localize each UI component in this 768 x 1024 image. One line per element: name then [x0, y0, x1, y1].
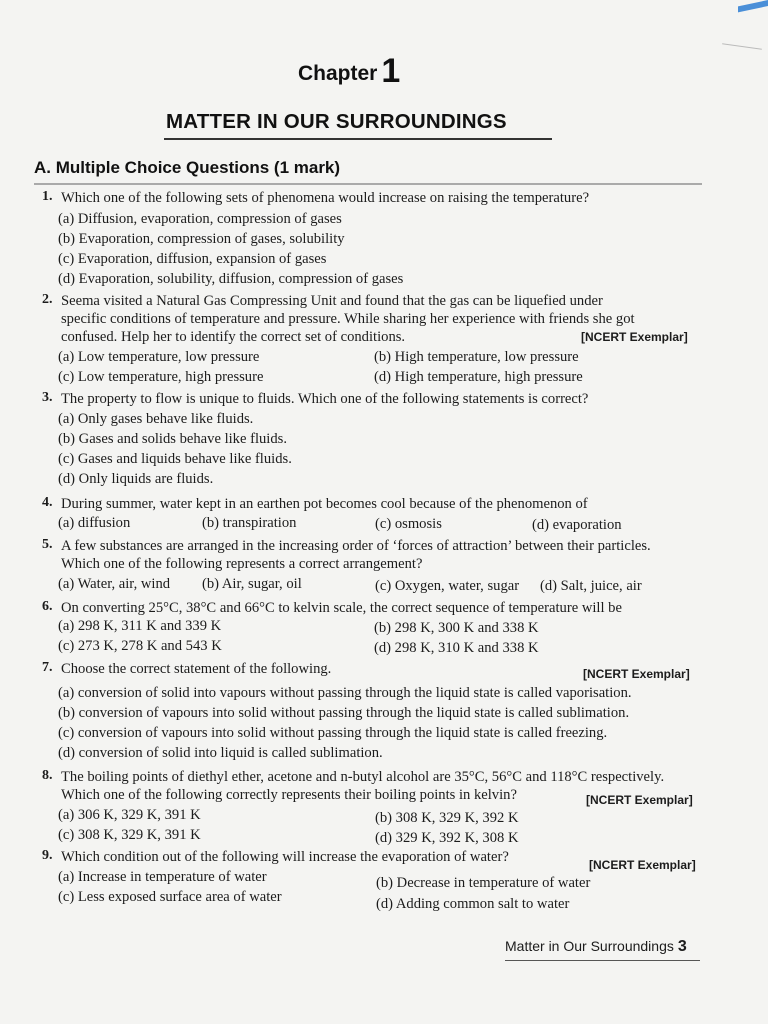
option: (b) conversion of vapours into solid without passing through the liquid state is called sublimation.: [58, 705, 630, 721]
question-text-line: Which one of the following correctly represents their boiling points in kelvin?: [61, 787, 517, 803]
option: (d) Evaporation, solubility, diffusion, compression of gases: [58, 271, 404, 287]
option: (b) Decrease in temperature of water: [376, 875, 591, 891]
ncert-exemplar-tag: [NCERT Exemplar]: [581, 330, 688, 344]
question-text: Which condition out of the following will increase the evaporation of water?: [61, 849, 509, 865]
option: (c) Low temperature, high pressure: [58, 369, 264, 385]
ncert-exemplar-tag: [NCERT Exemplar]: [583, 667, 690, 681]
option: (b) Evaporation, compression of gases, solubility: [58, 231, 345, 247]
page-footer: [505, 938, 687, 956]
corner-mark: [738, 0, 768, 12]
question-text-line: Which one of the following represents a correct arrangement?: [61, 556, 423, 572]
question-text-line: specific conditions of temperature and pressure. While sharing her experience with friends she got: [61, 311, 635, 327]
question-text-line: The boiling points of diethyl ether, acetone and n-butyl alcohol are 35°C, 56°C and 118°C respectively.: [61, 769, 665, 785]
option: (b) High temperature, low pressure: [374, 349, 579, 365]
option: (a) Only gases behave like fluids.: [58, 411, 254, 427]
option: (a) Low temperature, low pressure: [58, 349, 260, 365]
question-text: During summer, water kept in an earthen pot becomes cool because of the phenomenon of: [61, 496, 588, 512]
footer-underline: [505, 960, 700, 961]
question-text-line: confused. Help her to identify the correct set of conditions.: [61, 329, 406, 345]
option: (d) conversion of solid into liquid is called sublimation.: [58, 745, 383, 761]
question-number: 2.: [42, 292, 53, 307]
option: (c) Gases and liquids behave like fluids.: [58, 451, 292, 467]
chapter-heading: [298, 52, 400, 91]
option: (a) 298 K, 311 K and 339 K: [58, 618, 222, 634]
option: (c) osmosis: [375, 516, 442, 532]
question-number: 6.: [42, 599, 53, 614]
question-text: Choose the correct statement of the following.: [61, 661, 332, 677]
question-text-line: A few substances are arranged in the increasing order of ‘forces of attraction’ between their particles.: [61, 538, 651, 554]
question-number: 7.: [42, 660, 53, 675]
chapter-label: Chapter: [298, 62, 378, 85]
chapter-number: 1: [381, 52, 401, 90]
question-number: 8.: [42, 768, 53, 783]
question-text-line: Seema visited a Natural Gas Compressing Unit and found that the gas can be liquefied under: [61, 293, 603, 309]
option: (c) 273 K, 278 K and 543 K: [58, 638, 222, 654]
ncert-exemplar-tag: [NCERT Exemplar]: [586, 793, 693, 807]
option: (c) 308 K, 329 K, 391 K: [58, 827, 201, 843]
option: (a) conversion of solid into vapours without passing through the liquid state is called vaporisation.: [58, 685, 632, 701]
option: (d) Only liquids are fluids.: [58, 471, 214, 487]
question-number: 3.: [42, 390, 53, 405]
ncert-exemplar-tag: [NCERT Exemplar]: [589, 858, 696, 872]
option: (c) conversion of vapours into solid without passing through the liquid state is called freezing.: [58, 725, 608, 741]
option: (a) Water, air, wind: [58, 576, 171, 592]
option: (a) Increase in temperature of water: [58, 869, 267, 885]
question-number: 5.: [42, 537, 53, 552]
option: (b) Air, sugar, oil: [202, 576, 302, 592]
section-heading: A. Multiple Choice Questions (1 mark): [34, 158, 341, 177]
option: (d) evaporation: [532, 517, 622, 533]
question-number: 9.: [42, 848, 53, 863]
option: (a) 306 K, 329 K, 391 K: [58, 807, 201, 823]
option: (d) 329 K, 392 K, 308 K: [375, 830, 519, 846]
option: (c) Evaporation, diffusion, expansion of gases: [58, 251, 327, 267]
chapter-title: MATTER IN OUR SURROUNDINGS: [166, 110, 507, 133]
page-number: 3: [677, 938, 687, 955]
question-text: On converting 25°C, 38°C and 66°C to kelvin scale, the correct sequence of temperature will be: [61, 600, 622, 616]
option: (d) 298 K, 310 K and 338 K: [374, 640, 539, 656]
section-underline: [34, 183, 702, 185]
option: (b) transpiration: [202, 515, 297, 531]
option: (a) Diffusion, evaporation, compression of gases: [58, 211, 342, 227]
question-text: The property to flow is unique to fluids. Which one of the following statements is correct?: [61, 391, 589, 407]
option: (c) Oxygen, water, sugar: [375, 578, 520, 594]
option: (c) Less exposed surface area of water: [58, 889, 282, 905]
option: (b) Gases and solids behave like fluids.: [58, 431, 287, 447]
option: (d) Salt, juice, air: [540, 578, 642, 594]
question-text: Which one of the following sets of phenomena would increase on raising the temperature?: [61, 190, 590, 206]
option: (d) Adding common salt to water: [376, 896, 570, 912]
corner-line: [722, 43, 762, 50]
running-title: Matter in Our Surroundings: [505, 938, 674, 954]
option: (d) High temperature, high pressure: [374, 369, 583, 385]
option: (b) 298 K, 300 K and 338 K: [374, 620, 539, 636]
title-underline: [164, 138, 552, 140]
option: (b) 308 K, 329 K, 392 K: [375, 810, 519, 826]
question-number: 1.: [42, 189, 53, 204]
option: (a) diffusion: [58, 515, 131, 531]
question-number: 4.: [42, 495, 53, 510]
